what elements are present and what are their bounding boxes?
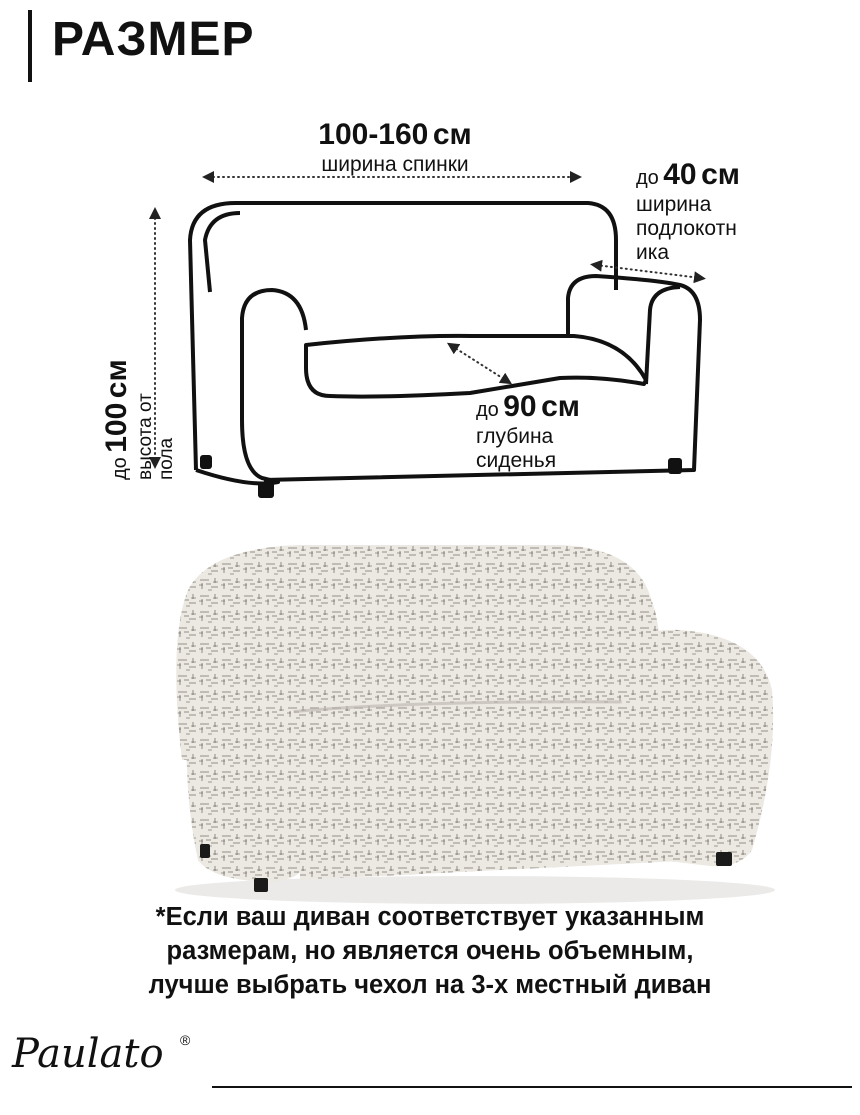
note-line-1: *Если ваш диван соответствует указанным bbox=[155, 903, 705, 931]
height-prefix: до bbox=[108, 457, 131, 480]
height-label-1: высота от bbox=[134, 393, 156, 480]
armrest-label-3: ика bbox=[636, 240, 670, 264]
page-title: РАЗМЕР bbox=[52, 13, 255, 66]
width-dimension bbox=[300, 118, 490, 177]
depth-prefix: до bbox=[476, 399, 499, 421]
dimension-lines bbox=[155, 177, 700, 463]
armrest-dimension bbox=[636, 158, 740, 265]
armrest-label-2: подлокотн bbox=[636, 216, 737, 240]
sofa-left-arm bbox=[196, 290, 306, 484]
armrest-prefix: до bbox=[636, 167, 659, 189]
sofa-back-inner bbox=[205, 213, 240, 292]
brand-logo: Paulato bbox=[12, 1031, 164, 1077]
depth-label-2: сиденья bbox=[476, 448, 557, 472]
depth-value: 90 bbox=[503, 390, 537, 423]
width-label: ширина спинки bbox=[321, 152, 469, 176]
armrest-label-1: ширина bbox=[636, 192, 712, 216]
depth-label-1: глубина bbox=[476, 424, 554, 448]
sofa-photo bbox=[175, 545, 775, 904]
size-note bbox=[0, 900, 860, 1002]
registered-mark: ® bbox=[180, 1032, 191, 1048]
width-unit: см bbox=[432, 118, 472, 151]
width-value: 100-160 bbox=[318, 118, 429, 151]
height-value: 100 bbox=[99, 402, 133, 453]
sofa-seat bbox=[306, 336, 646, 397]
armrest-unit: см bbox=[701, 158, 740, 191]
height-label-2: пола bbox=[156, 437, 178, 480]
height-unit: см bbox=[99, 359, 133, 399]
sofa-right-arm-front bbox=[646, 287, 680, 384]
armrest-value: 40 bbox=[663, 158, 697, 191]
photo-front bbox=[300, 810, 700, 880]
sofa-outline bbox=[190, 203, 700, 484]
depth-dimension bbox=[476, 390, 580, 473]
depth-unit: см bbox=[541, 390, 580, 423]
note-line-2: размерам, но является очень объемным, bbox=[166, 937, 694, 965]
footer-divider bbox=[212, 1086, 852, 1088]
depth-dim-line bbox=[452, 346, 507, 381]
note-line-3: лучше выбрать чехол на 3-х местный диван bbox=[148, 971, 712, 999]
height-dimension bbox=[94, 250, 184, 480]
